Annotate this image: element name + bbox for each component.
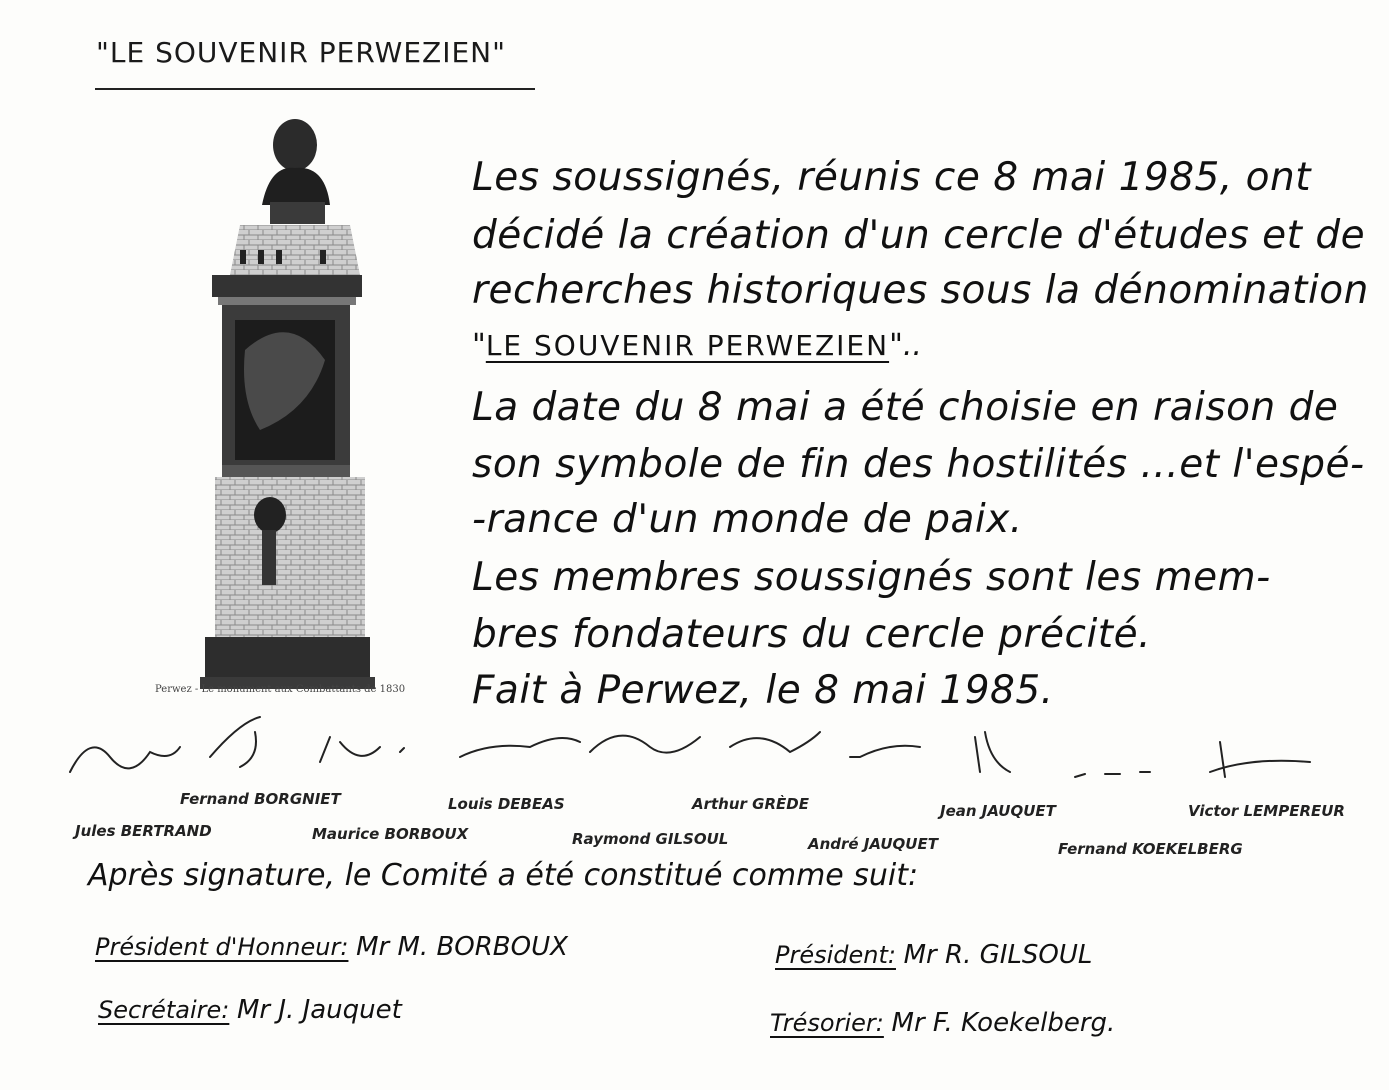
treasurer-value: Mr F. Koekelberg.	[891, 1008, 1116, 1038]
honorary-president-label: Président d'Honneur:	[95, 933, 349, 961]
text-line-3: recherches historiques sous la dénomination	[472, 268, 1369, 313]
text-line-8: Les membres soussignés sont les mem-	[472, 555, 1271, 600]
committee-intro: Après signature, le Comité a été constitué comme suit:	[88, 858, 919, 893]
text-line-5: La date du 8 mai a été choisie en raison de	[472, 385, 1339, 430]
photo-caption: Perwez - Le monument aux Combattants de 1830	[155, 684, 406, 695]
signatory-name: André JAUQUET	[808, 835, 938, 853]
text-line-4	[472, 328, 922, 363]
president-label: Président:	[775, 941, 896, 969]
signatory-name: Arthur GRÈDE	[692, 795, 809, 813]
title-underline	[95, 88, 535, 90]
treasurer-label: Trésorier:	[770, 1009, 884, 1037]
treasurer-row	[770, 1008, 1115, 1038]
signatory-name: Raymond GILSOUL	[572, 830, 729, 848]
society-name: LE SOUVENIR PERWEZIEN	[485, 329, 890, 362]
honorary-president-row	[95, 932, 568, 962]
signatory-name: Jean JAUQUET	[940, 802, 1056, 820]
signatory-name: Victor LEMPEREUR	[1188, 802, 1345, 820]
president-row	[775, 940, 1092, 970]
secretary-value: Mr J. Jauquet	[236, 995, 402, 1025]
text-line-10: Fait à Perwez, le 8 mai 1985.	[472, 668, 1054, 713]
text-line-7: -rance d'un monde de paix.	[472, 497, 1023, 542]
signatures	[60, 712, 1360, 782]
signatory-name: Fernand KOEKELBERG	[1058, 840, 1243, 858]
document-title: "LE SOUVENIR PERWEZIEN"	[96, 36, 507, 69]
quote-close: "..	[889, 328, 922, 363]
signatory-name: Fernand BORGNIET	[180, 790, 341, 808]
text-line-2: décidé la création d'un cercle d'études et de	[472, 213, 1366, 258]
secretary-row	[98, 995, 402, 1025]
text-line-6: son symbole de fin des hostilités ...et l'espé-	[472, 442, 1365, 487]
signatory-name: Louis DEBEAS	[448, 795, 565, 813]
president-value: Mr R. GILSOUL	[903, 940, 1093, 970]
monument-photo	[200, 110, 375, 690]
signatory-name: Maurice BORBOUX	[312, 825, 469, 843]
quote-open: "	[472, 328, 486, 363]
honorary-president-value: Mr M. BORBOUX	[356, 932, 568, 962]
secretary-label: Secrétaire:	[98, 996, 230, 1024]
signatory-name: Jules BERTRAND	[75, 822, 212, 840]
text-line-9: bres fondateurs du cercle précité.	[472, 612, 1151, 657]
text-line-1: Les soussignés, réunis ce 8 mai 1985, ont	[472, 155, 1311, 200]
